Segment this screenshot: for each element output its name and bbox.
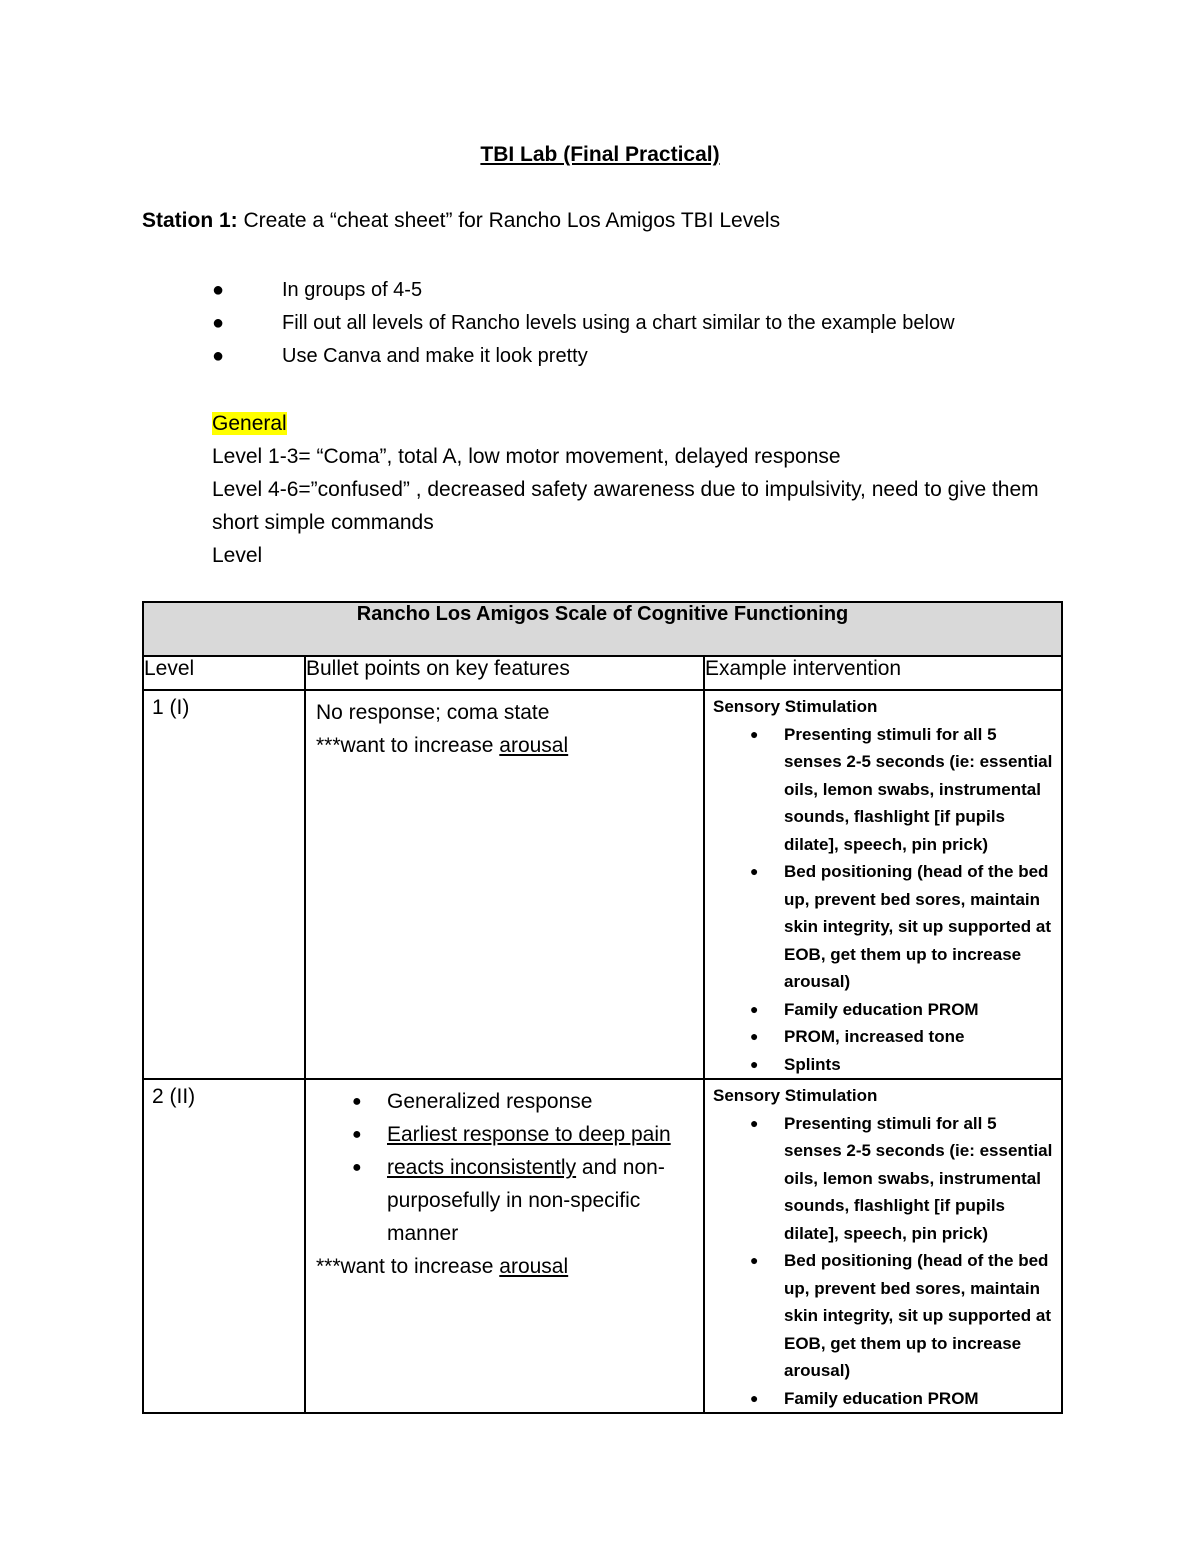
general-section [212,407,1082,572]
table-header-row [143,656,1062,690]
bullet-icon: ● [750,1000,759,1017]
general-line: Level 4-6=”confused” , decreased safety awareness due to impulsivity, need to give them short simple commands [212,478,1039,534]
intervention-list [713,721,1055,1079]
intervention-lead: Sensory Stimulation [713,1086,878,1105]
bullet-icon: ● [750,1389,759,1406]
bullet-icon: ● [750,863,759,879]
list-item: ● Earliest response to deep pain [316,1118,695,1151]
list-item: ● Presenting stimuli for all 5 senses 2-5 seconds (ie: essential oils, lemon swabs, instrumental sounds, flashlight [if pupils dilate], speech, pin prick) [713,721,1055,859]
level-cell: 1 (I) [143,690,305,1079]
bullet-icon: ● [352,1093,362,1110]
feature-text: No response; coma state [316,701,550,724]
bullet-icon: ● [352,1126,362,1143]
table-row [143,1079,1062,1413]
bullet-icon: ● [352,1159,362,1176]
intervention-cell [704,1079,1062,1413]
intervention-list [713,1110,1055,1413]
feature-note: ***want to increase arousal [316,1255,569,1278]
document-page: TBI Lab (Final Practical) Station 1: Create a “cheat sheet” for Rancho Los Amigos TBI Levels ● In groups of 4-5 ● Fill out all levels of Rancho levels using a chart similar to the example below ● Use Canva and make it look pretty General Level 1-3= “Coma”, total A, low motor movement, delayed response Level 4-6=”confused” , decreased safety awareness due to impulsivity, need to give them short simple commands Level Rancho Los Amigos Scale of Cognitive Functioning Level Bullet points on key features Example intervention 1 (I) No response; coma state ***want to increase arousal Sensory Stimulation ● Presenting stimuli for all 5 senses 2-5 seconds (ie: essential oils, lemon swabs, instrumental sounds, flashlight [if pupils dilate], speech, pin prick) ● Bed positioning (head of the bed up, prevent bed sores, maintain skin integrity, sit up supported at EOB, get them up to increase arousal) ● Family education PROM ● PROM, increased tone ● Splints 2 (II) ● Generalized response ● Earliest response to deep pain ● reacts inconsistently and non-purposefully in non-specific manner ***want to increase arousal Sensory Stimulation ● Presenting stimuli for all 5 senses 2-5 seconds (ie: essential oils, lemon swabs, instrumental sounds, flashlight [if pupils dilate], speech, pin prick) ● Bed positioning (head of the bed up, prevent bed sores, maintain skin integrity, sit up supported at EOB, get them up to increase arousal) ● Family education PROM [0,0,1200,1553]
column-header-features: Bullet points on key features [305,656,704,690]
intervention-lead: Sensory Stimulation [713,697,878,716]
list-item: ● Family education PROM [713,1385,1055,1413]
list-item: ● Generalized response [316,1085,695,1118]
features-cell [305,1079,704,1413]
list-item: ● Splints [713,1051,1055,1079]
list-item: ● Presenting stimuli for all 5 senses 2-5 seconds (ie: essential oils, lemon swabs, instrumental sounds, flashlight [if pupils dilate], speech, pin prick) [713,1110,1055,1248]
rancho-table [142,601,1063,1414]
station-label: Station 1: [142,209,238,232]
station-instruction [142,209,780,233]
bullet-icon: ● [212,345,225,367]
list-item: ● Bed positioning (head of the bed up, prevent bed sores, maintain skin integrity, sit up supported at EOB, get them up to increase arousal) [713,1247,1055,1385]
document-title: TBI Lab (Final Practical) [480,143,720,166]
intervention-cell [704,690,1062,1079]
feature-note: ***want to increase arousal [316,734,569,757]
list-item: ● Bed positioning (head of the bed up, prevent bed sores, maintain skin integrity, sit up supported at EOB, get them up to increase arousal) [713,858,1055,996]
bullet-icon: ● [212,312,225,334]
column-header-intervention: Example intervention [704,656,1062,690]
list-item: ● PROM, increased tone [713,1023,1055,1051]
general-line: Level [212,544,263,567]
bullet-icon: ● [212,279,225,301]
features-cell [305,690,704,1079]
general-heading: General [212,412,287,435]
list-item: ● Family education PROM [713,996,1055,1024]
feature-list [316,1085,695,1250]
table-row [143,690,1062,1079]
bullet-icon: ● [750,1114,759,1131]
bullet-icon: ● [750,1252,759,1268]
list-item: ● reacts inconsistently and non-purposefully in non-specific manner [316,1151,695,1250]
bullet-icon: ● [750,1055,759,1072]
station-text: Create a “cheat sheet” for Rancho Los Amigos TBI Levels [237,209,781,232]
level-cell: 2 (II) [143,1079,305,1413]
table-title: Rancho Los Amigos Scale of Cognitive Functioning [143,602,1062,656]
bullet-icon: ● [750,1028,759,1044]
bullet-icon: ● [750,725,759,742]
general-line: Level 1-3= “Coma”, total A, low motor movement, delayed response [212,445,841,468]
column-header-level: Level [143,656,305,690]
